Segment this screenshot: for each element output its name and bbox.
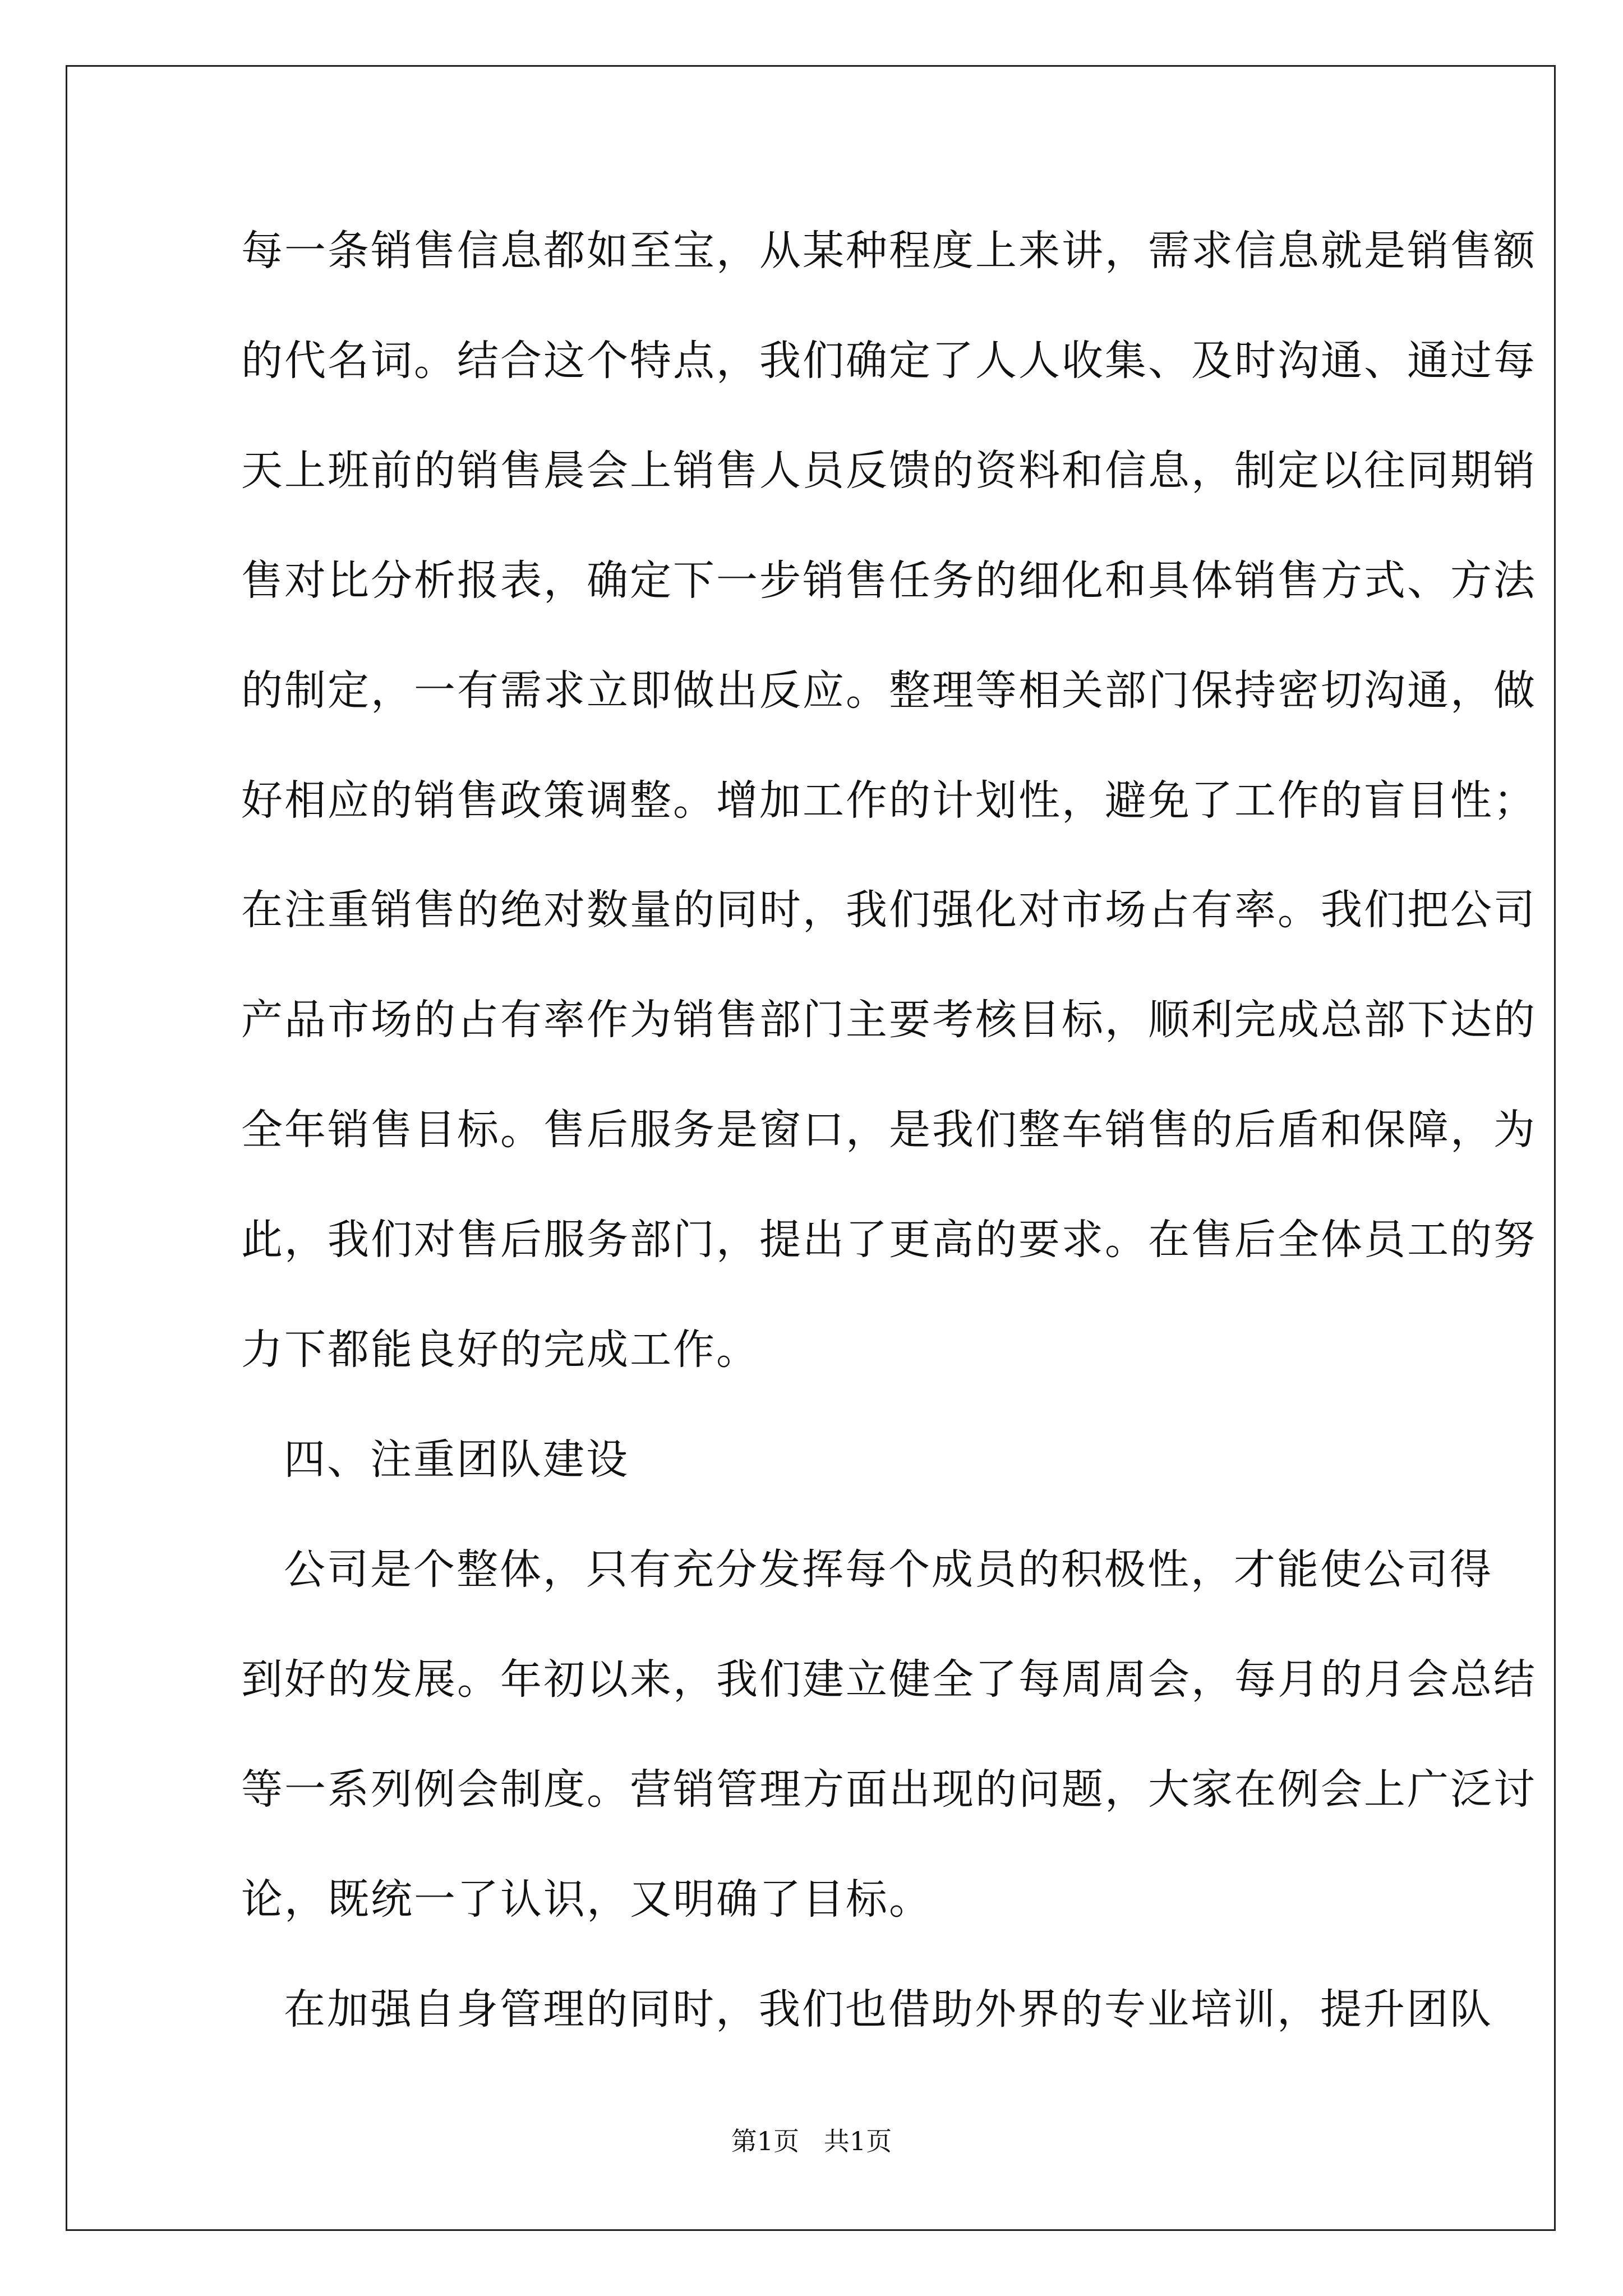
text-line: 产品市场的占有率作为销售部门主要考核目标，顺利完成总部下达的 xyxy=(241,996,1537,1044)
text-line: 天上班前的销售晨会上销售人员反馈的资料和信息，制定以往同期销 xyxy=(241,447,1537,495)
text-line: 的代名词。结合这个特点，我们确定了人人收集、及时沟通、通过每 xyxy=(241,337,1537,385)
section-heading: 四、注重团队建设 xyxy=(284,1435,629,1484)
text-line: 的制定，一有需求立即做出反应。整理等相关部门保持密切沟通，做 xyxy=(241,666,1537,715)
text-line: 全年销售目标。售后服务是窗口，是我们整车销售的后盾和保障，为 xyxy=(241,1106,1537,1154)
text-line: 好相应的销售政策调整。增加工作的计划性，避免了工作的盲目性； xyxy=(241,776,1537,825)
text-line: 力下都能良好的完成工作。 xyxy=(241,1326,759,1374)
text-line: 此，我们对售后服务部门，提出了更高的要求。在售后全体员工的努 xyxy=(241,1216,1537,1264)
text-line: 售对比分析报表，确定下一步销售任务的细化和具体销售方式、方法 xyxy=(241,556,1537,605)
text-line: 论，既统一了认识，又明确了目标。 xyxy=(241,1875,932,1924)
paragraph-first-line: 在加强自身管理的同时，我们也借助外界的专业培训，提升团队 xyxy=(284,1985,1493,2033)
page-number-footer: 第1页 共1页 xyxy=(731,2126,892,2156)
paragraph-first-line: 公司是个整体，只有充分发挥每个成员的积极性，才能使公司得 xyxy=(284,1545,1493,1594)
text-line: 等一系列例会制度。营销管理方面出现的问题，大家在例会上广泛讨 xyxy=(241,1765,1537,1814)
text-line: 到好的发展。年初以来，我们建立健全了每周周会，每月的月会总结 xyxy=(241,1655,1537,1704)
text-line: 在注重销售的绝对数量的同时，我们强化对市场占有率。我们把公司 xyxy=(241,886,1537,934)
text-line: 每一条销售信息都如至宝，从某种程度上来讲，需求信息就是销售额 xyxy=(241,227,1537,275)
